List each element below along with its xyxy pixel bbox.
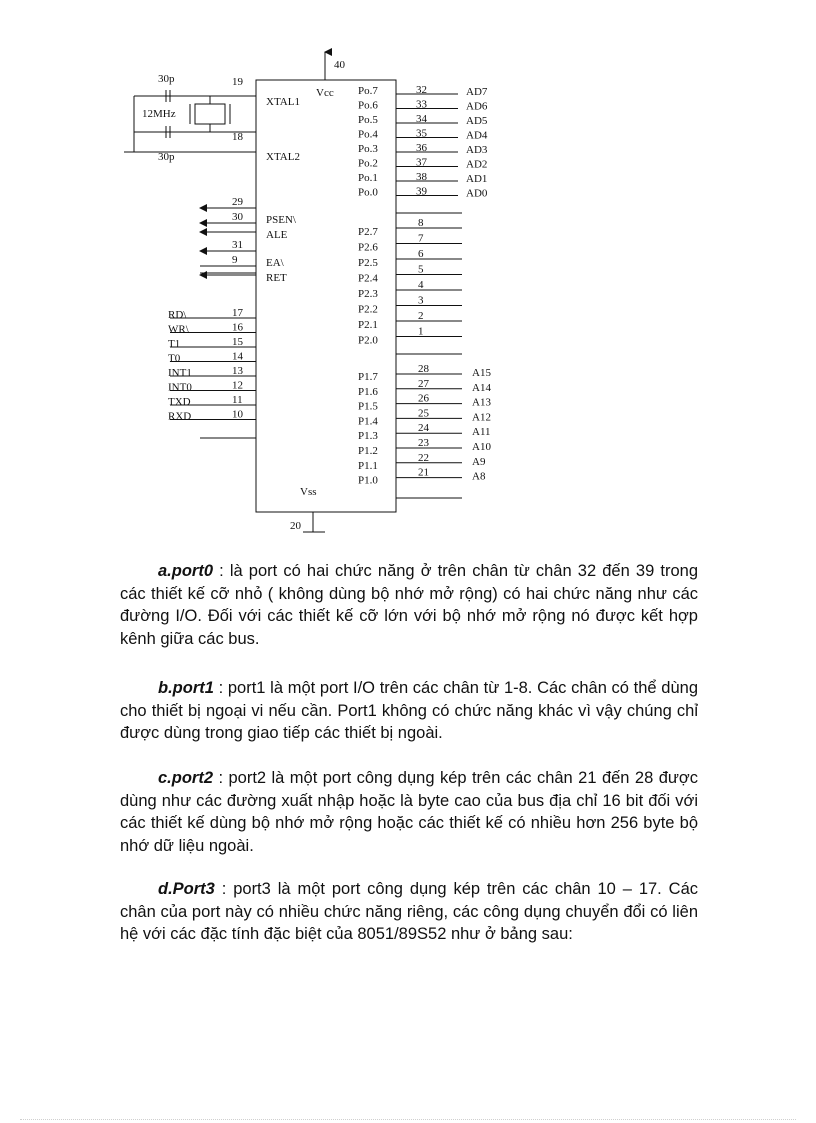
pin-number: 4: [418, 279, 424, 291]
pin-name: P1.6: [358, 385, 378, 398]
port1-signal: A14: [472, 381, 491, 394]
pin-number: 35: [416, 127, 427, 140]
paragraph-text: : port1 là một port I/O trên các chân từ 1-8. Các chân có thể dùng cho thiết bị ngoại vi nếu cần. Port1 không có chức năng khác vì vậy chúng chỉ được dùng trong giao tiếp các thiết bị ngoài.: [120, 679, 698, 742]
port3-signal: T1: [168, 338, 181, 350]
pin-number: 25: [418, 407, 429, 420]
port3-signal: WR\: [168, 323, 189, 336]
pin-name: PSEN\: [266, 214, 296, 226]
pin-name: P2.1: [358, 319, 378, 331]
pin-name: P1.1: [358, 459, 378, 472]
paragraph-port3: [120, 878, 698, 946]
port1-signal: A11: [472, 426, 491, 439]
pin-number: 9: [232, 254, 238, 266]
port3-signal: TXD: [168, 396, 191, 408]
pin-number: 30: [232, 211, 243, 223]
paragraph-heading: b.port1: [158, 679, 214, 697]
pin-name: P1.4: [358, 415, 378, 428]
pin-number: 24: [418, 422, 429, 435]
port3-signal: INT1: [168, 367, 192, 379]
port1-signal: A10: [472, 441, 491, 453]
pin-name: Po.0: [358, 186, 378, 199]
pin-number: 33: [416, 98, 427, 111]
crystal-freq-label: 12MHz: [142, 108, 176, 120]
pin-number: 11: [232, 394, 243, 406]
pin-number: 3: [418, 294, 424, 307]
port3-pins: [168, 307, 256, 423]
pin-name: Po.2: [358, 157, 378, 170]
pin-number: 8: [418, 217, 424, 229]
page-bottom-rule: [20, 1119, 796, 1120]
pin-name: XTAL2: [266, 151, 300, 163]
pin-number: 17: [232, 307, 243, 319]
pin-number: 39: [416, 185, 427, 198]
pin-name: RET: [266, 272, 287, 284]
pin-name: P2.3: [358, 288, 378, 300]
pin-number: 18: [232, 131, 243, 143]
pin-name: P1.0: [358, 474, 378, 487]
paragraph-port0: [120, 560, 698, 650]
pin-number: 12: [232, 379, 243, 392]
port1-signal: A8: [472, 470, 486, 483]
port0-signal: AD6: [466, 100, 488, 113]
vcc-label: Vcc: [316, 87, 334, 99]
pin-number: 16: [232, 321, 243, 334]
pin-number: 7: [418, 232, 424, 245]
pin-number: 28: [418, 363, 429, 375]
port1-signal: A13: [472, 396, 491, 409]
paragraph-heading: d.Port3: [158, 880, 215, 898]
port3-signal: RXD: [168, 410, 192, 423]
vcc-pin-number: 40: [334, 59, 345, 71]
left-control-pins: [200, 76, 300, 284]
port0-signal: AD1: [466, 173, 488, 185]
pin-number: 36: [416, 142, 427, 154]
port3-signal: INT0: [168, 381, 192, 394]
pin-number: 23: [418, 437, 429, 449]
paragraph-port2: [120, 767, 698, 857]
pin-number: 29: [232, 196, 243, 208]
pin-name: ALE: [266, 229, 288, 241]
pin-number: 5: [418, 263, 424, 276]
pin-number: 22: [418, 451, 429, 464]
pin-number: 38: [416, 171, 427, 183]
pin-number: 21: [418, 466, 429, 479]
pin-name: P2.0: [358, 334, 378, 347]
pin-name: P2.5: [358, 257, 378, 269]
pin-number: 15: [232, 336, 243, 348]
crystal-icon: [195, 104, 225, 124]
pin-number: 37: [416, 156, 427, 169]
pin-number: 1: [418, 325, 424, 338]
pin-name: Po.4: [358, 128, 378, 141]
port3-signal: T0: [168, 352, 181, 365]
pin-number: 26: [418, 392, 429, 405]
pin-name: P2.2: [358, 303, 378, 316]
pin-number: 2: [418, 310, 424, 322]
pinout-diagram: [0, 0, 816, 545]
paragraph-heading: a.port0: [158, 562, 214, 580]
port0-signal: AD3: [466, 144, 488, 156]
port0-signal: AD5: [466, 115, 488, 127]
vss-pin-number: 20: [290, 520, 301, 532]
pin-name: P1.3: [358, 430, 378, 443]
pin-name: Po.1: [358, 172, 378, 184]
port0-signal: AD2: [466, 158, 488, 171]
pin-name: EA\: [266, 257, 284, 269]
pin-number: 10: [232, 408, 243, 421]
vss-label: Vss: [300, 486, 317, 498]
paragraph-port1: [120, 677, 698, 745]
port1-signal: A9: [472, 455, 486, 468]
port3-signal: RD\: [168, 309, 187, 321]
pin-name: P2.6: [358, 241, 378, 254]
paragraph-text: : port3 là một port công dụng kép trên các chân 10 – 17. Các chân của port này có nhiều chức năng riêng, các công dụng chuyển đổi có liên hệ với các đặc tính đặc biệt của 8051/89S52 như ở bảng sau:: [120, 880, 698, 943]
pin-number: 32: [416, 84, 427, 96]
pin-name: P1.2: [358, 445, 378, 457]
pin-name: Po.3: [358, 143, 378, 155]
port1-pins: [358, 363, 491, 487]
paragraph-text: : port2 là một port công dụng kép trên các chân 21 đến 28 được dùng như các đường xuất nhập hoặc là byte cao của bus địa chỉ 16 bit đối với các thiết kế dùng bộ nhớ mở rộng hoặc các thiết kế có nhiều hơn 256 byte bộ nhớ dữ liệu ngoài.: [120, 769, 698, 855]
pin-name: P2.4: [358, 272, 378, 285]
pin-name: P2.7: [358, 226, 378, 238]
port2-pins: [358, 217, 462, 347]
pin-number: 31: [232, 239, 243, 251]
pin-name: Po.6: [358, 99, 378, 112]
cap-top-label: 30p: [158, 73, 175, 85]
cap-bottom-label: 30p: [158, 151, 175, 163]
pin-name: Po.7: [358, 85, 378, 97]
pin-name: XTAL1: [266, 96, 300, 108]
pin-name: Po.5: [358, 114, 378, 126]
pin-number: 14: [232, 350, 243, 363]
pin-number: 6: [418, 248, 424, 260]
port0-signal: AD7: [466, 86, 488, 98]
port1-signal: A12: [472, 411, 491, 424]
pin-name: P1.5: [358, 400, 378, 413]
port1-signal: A15: [472, 367, 491, 379]
pin-number: 27: [418, 377, 429, 390]
paragraph-heading: c.port2: [158, 769, 214, 787]
port0-signal: AD0: [466, 187, 488, 200]
port0-pins: [358, 84, 488, 200]
pin-number: 19: [232, 76, 243, 88]
pin-number: 34: [416, 113, 427, 125]
pin-name: P1.7: [358, 371, 378, 383]
paragraph-text: : là port có hai chức năng ở trên chân từ chân 32 đến 39 trong các thiết kế cỡ nhỏ ( không dùng bộ nhớ mở rộng) có hai chức năng như các đường I/O. Đối với các thiết kế cỡ lớn với bộ nhớ mở rộng nó được kết hợp kênh giữa các bus.: [120, 562, 698, 648]
pin-number: 13: [232, 365, 243, 377]
port0-signal: AD4: [466, 129, 488, 142]
